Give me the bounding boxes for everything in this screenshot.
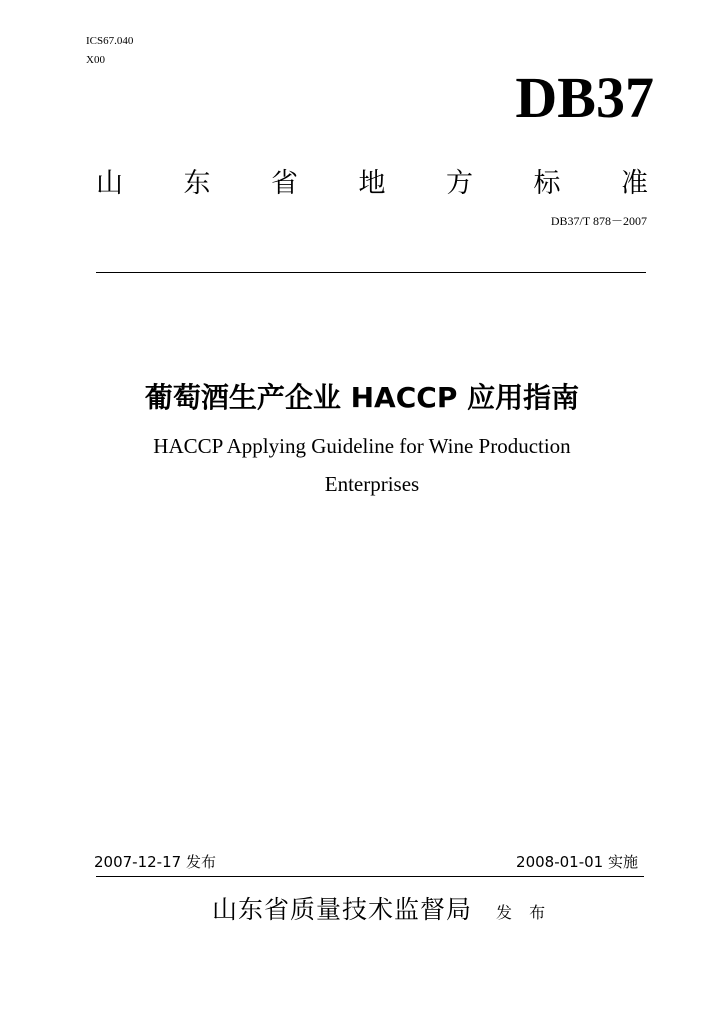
issuing-authority: 山东省质量技术监督局 [212,895,473,924]
top-divider [96,272,646,273]
standard-type-char: 山 [96,168,123,199]
standard-mark: DB37 [515,65,654,130]
standard-type-char: 标 [533,168,561,199]
standard-type-char: 东 [183,168,211,199]
bottom-divider [96,876,644,877]
implementation-date: 2008-01-01 实施 [516,853,638,871]
english-title-line-2: Enterprises [324,472,420,496]
standard-type-char: 方 [446,168,473,199]
chinese-title: 葡萄酒生产企业 HACCP 应用指南 [144,381,580,414]
ics-code: ICS67.040 [86,35,134,47]
issue-label: 发 布 [496,903,552,922]
standard-type-char: 准 [621,168,648,199]
issue-date: 2007-12-17 发布 [94,853,216,871]
standard-number: DB37/T 878－2007 [550,214,647,228]
classification-code: X00 [86,54,105,66]
standard-type-char: 省 [271,168,298,199]
standard-type-heading [96,166,648,202]
standard-type-char: 地 [358,168,386,199]
english-title-line-1: HACCP Applying Guideline for Wine Production [153,434,571,458]
